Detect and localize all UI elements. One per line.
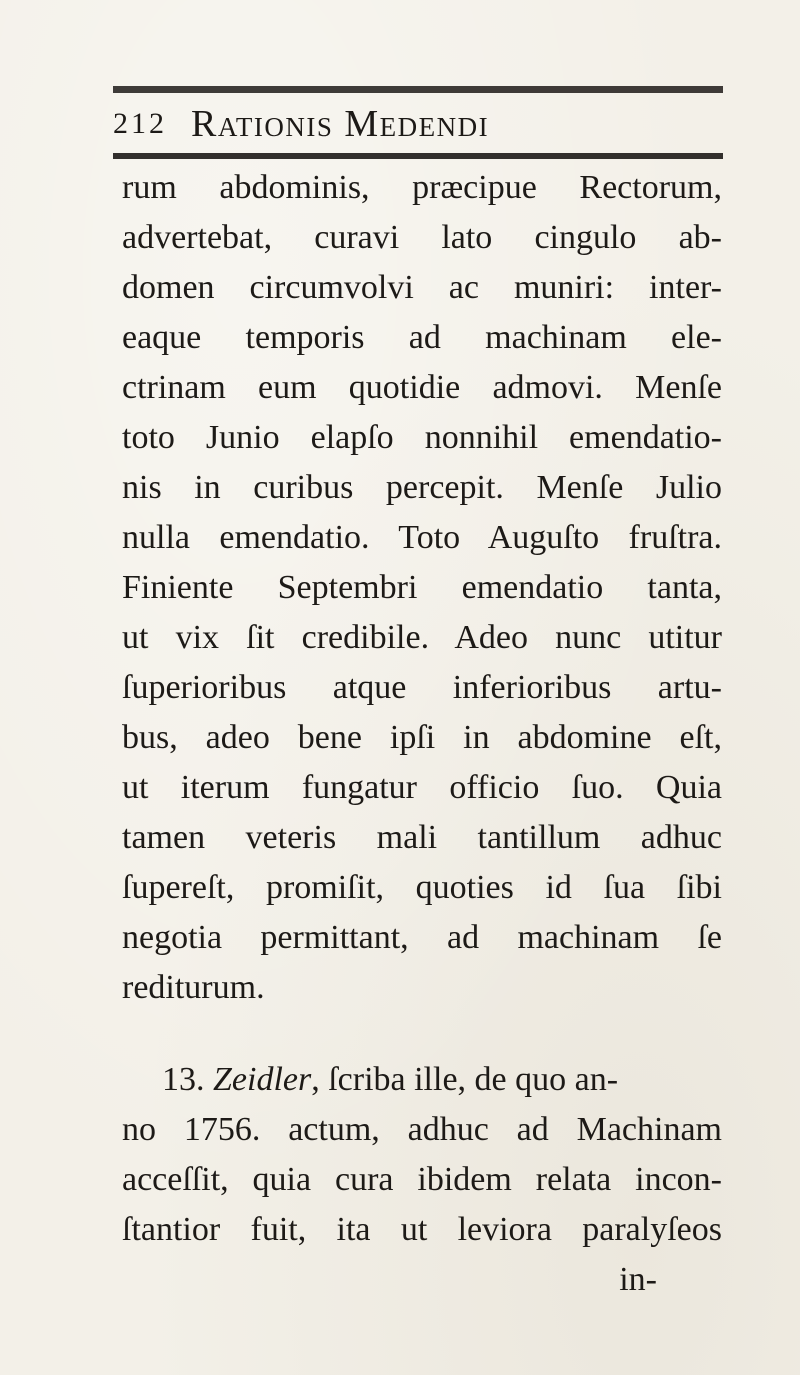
text-line: rum abdominis, præcipue Rectorum,	[122, 169, 722, 206]
text-line: ctrinam eum quotidie admovi. Menſe	[122, 369, 722, 406]
person-name: Zeidler	[213, 1061, 312, 1098]
text-line: bus, adeo bene ipſi in abdomine eſt,	[122, 719, 722, 756]
text-line: tamen veteris mali tantillum adhuc	[122, 819, 722, 856]
page-number: 212	[113, 107, 167, 140]
text-line: domen circumvolvi ac muniri: inter-	[122, 269, 722, 306]
text-line: toto Junio elapſo nonnihil emendatio-	[122, 419, 722, 456]
header-rule-top	[113, 86, 723, 93]
text-line: Finiente Septembri emendatio tanta,	[122, 569, 722, 606]
text-line: nis in curibus percepit. Menſe Julio	[122, 469, 722, 506]
paragraph-gap	[122, 1013, 722, 1055]
paragraph-number: 13.	[162, 1061, 205, 1098]
catchword: in-	[619, 1261, 657, 1298]
body-text	[122, 163, 722, 1305]
text-line: rediturum.	[122, 969, 265, 1006]
text-line: acceſſit, quia cura ibidem relata incon-	[122, 1161, 722, 1198]
text-line: eaque temporis ad machinam ele-	[122, 319, 722, 356]
paragraph-first-line	[122, 1055, 722, 1105]
running-title: Rationis Medendi	[191, 103, 490, 145]
text-line: negotia permittant, ad machinam ſe	[122, 919, 722, 956]
text-line: ſupereſt, promiſit, quoties id ſua ſibi	[122, 869, 722, 906]
text-line: advertebat, curavi lato cingulo ab-	[122, 219, 722, 256]
text-line: ſtantior fuit, ita ut leviora paralyſeos	[122, 1211, 722, 1248]
text-line: ut iterum fungatur officio ſuo. Quia	[122, 769, 722, 806]
text-line: ſuperioribus atque inferioribus artu-	[122, 669, 722, 706]
text-line: ut vix ſit credibile. Adeo nunc utitur	[122, 619, 722, 656]
text-line: nulla emendatio. Toto Auguſto fruſtra.	[122, 519, 722, 556]
line-continuation: , ſcriba ille, de quo an-	[311, 1061, 619, 1098]
text-line: no 1756. actum, adhuc ad Machinam	[122, 1111, 722, 1148]
header-rule-bottom	[113, 153, 723, 159]
running-head	[113, 96, 723, 152]
